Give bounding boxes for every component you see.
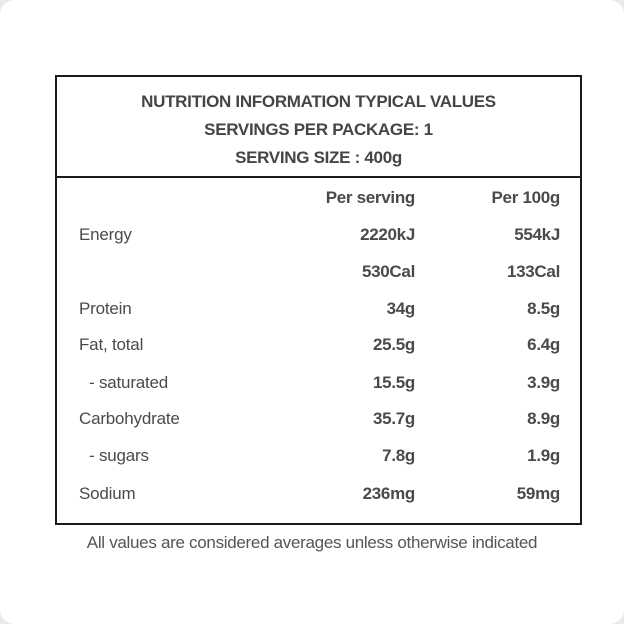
table-row-sodium [57, 475, 580, 512]
panel-header [57, 77, 580, 178]
row-per-100g: 6.4g [527, 335, 560, 354]
row-label: - saturated [89, 373, 169, 392]
row-label: Fat, total [79, 335, 144, 354]
row-label: Energy [79, 225, 132, 244]
row-per-serving: 15.5g [373, 373, 415, 392]
servings-per-package: SERVINGS PER PACKAGE: 1 [204, 120, 433, 139]
row-per-100g: 8.9g [527, 409, 560, 428]
row-per-100g: 59mg [516, 484, 560, 503]
row-per-serving: 34g [386, 299, 415, 318]
serving-size: SERVING SIZE : 400g [235, 148, 402, 167]
column-header-per-serving: Per serving [325, 188, 415, 207]
row-per-serving: 236mg [362, 484, 415, 503]
row-per-100g: 1.9g [527, 446, 560, 465]
row-per-100g: 554kJ [514, 225, 560, 244]
table-row-protein [57, 290, 580, 327]
row-label: - sugars [89, 446, 149, 465]
table-row-energy-kj [57, 216, 580, 253]
table-row-sugars [57, 437, 580, 474]
row-per-100g: 3.9g [527, 373, 560, 392]
table-row-fat-total [57, 326, 580, 363]
header-title: NUTRITION INFORMATION TYPICAL VALUES [141, 92, 496, 111]
footnote: All values are considered averages unless otherwise indicated [86, 533, 538, 552]
row-label: Protein [79, 299, 132, 318]
row-per-serving: 2220kJ [360, 225, 415, 244]
row-per-100g: 133Cal [506, 262, 560, 281]
row-per-serving: 7.8g [382, 446, 415, 465]
row-per-serving: 35.7g [373, 409, 415, 428]
row-label: Sodium [79, 484, 136, 503]
nutrition-panel [55, 75, 582, 525]
table-row-energy-cal [57, 253, 580, 290]
table-row-carbohydrate [57, 400, 580, 437]
row-per-100g: 8.5g [527, 299, 560, 318]
row-per-serving: 530Cal [361, 262, 415, 281]
column-header-per-100g: Per 100g [491, 188, 560, 207]
column-header-row [57, 179, 580, 216]
row-per-serving: 25.5g [373, 335, 415, 354]
table-row-saturated [57, 364, 580, 401]
row-label: Carbohydrate [79, 409, 180, 428]
